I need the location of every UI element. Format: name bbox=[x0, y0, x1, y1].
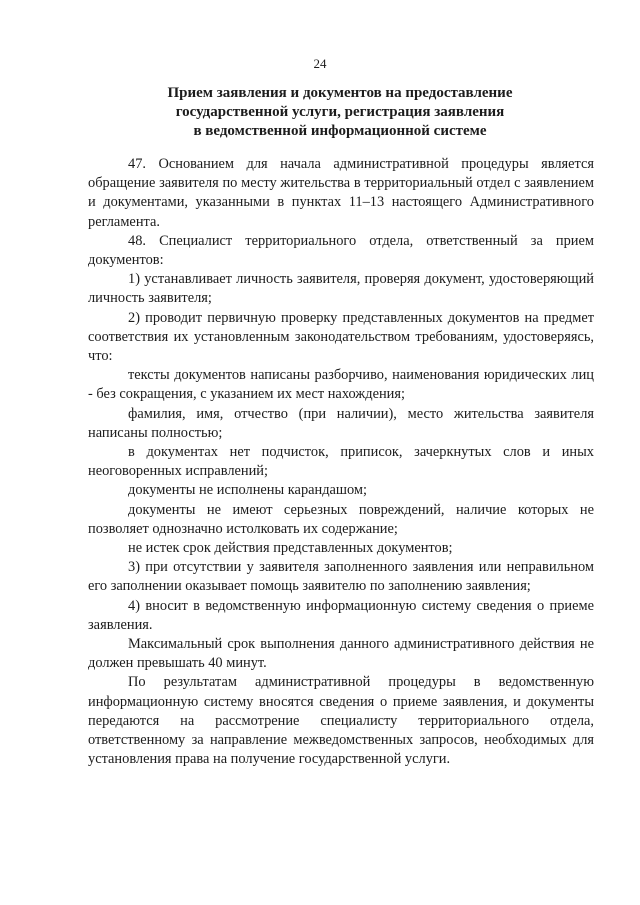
paragraph-48: 48. Специалист территориального отдела, ответственный за прием документов: bbox=[88, 232, 594, 269]
check-item-no-erasures: в документах нет подчисток, приписок, зачеркнутых слов и иных неоговоренных исправлений; bbox=[88, 444, 594, 480]
max-duration-paragraph: Максимальный срок выполнения данного административного действия не должен превышать 40 минут. bbox=[88, 636, 594, 672]
paragraph-48-item-1: 1) устанавливает личность заявителя, проверяя документ, удостоверяющий личность заявителя; bbox=[88, 271, 594, 307]
heading-line-1: Прием заявления и документов на предоставление bbox=[167, 85, 513, 101]
check-item-full-name: фамилия, имя, отчество (при наличии), место жительства заявителя написаны полностью; bbox=[88, 405, 594, 441]
check-item-no-damage: документы не имеют серьезных повреждений, наличие которых не позволяет однозначно истолковать их содержание; bbox=[88, 501, 594, 537]
paragraph-47: 47. Основанием для начала административной процедуры является обращение заявителя по месту жительства в территориальный отдел с заявлением и документами, указанными в пунктах 11–13 настоящего Административного регламента. bbox=[88, 156, 594, 230]
heading-line-2: государственной услуги, регистрация заявления bbox=[175, 104, 505, 120]
check-item-no-pencil: документы не исполнены карандашом; bbox=[128, 482, 368, 499]
check-item-not-expired: не истек срок действия представленных документов; bbox=[128, 540, 453, 557]
paragraph-48-item-3: 3) при отсутствии у заявителя заполненного заявления или неправильном его заполнении оказывает помощь заявителю по заполнению заявления; bbox=[88, 559, 594, 595]
paragraph-48-item-2: 2) проводит первичную проверку представленных документов на предмет соответствия их установленным законодательством требованиям, удостоверяясь, что: bbox=[88, 309, 594, 365]
result-paragraph: По результатам административной процедуры в ведомственную информационную систему вносятся сведения о приеме заявления, и документы передаются на рассмотрение специалисту территориального отдела, ответственному за направление межведомственных запросов, необходимых для установления права на получение государственной услуги. bbox=[88, 674, 594, 768]
heading-line-3: в ведомственной информационной системе bbox=[193, 123, 487, 139]
paragraph-48-item-4: 4) вносит в ведомственную информационную систему сведения о приеме заявления. bbox=[88, 597, 594, 633]
section-heading bbox=[100, 84, 580, 141]
check-item-legible: тексты документов написаны разборчиво, наименования юридических лиц - без сокращения, с указанием их мест нахождения; bbox=[88, 367, 594, 403]
document-body bbox=[88, 155, 594, 770]
page-number: 24 bbox=[313, 56, 327, 71]
